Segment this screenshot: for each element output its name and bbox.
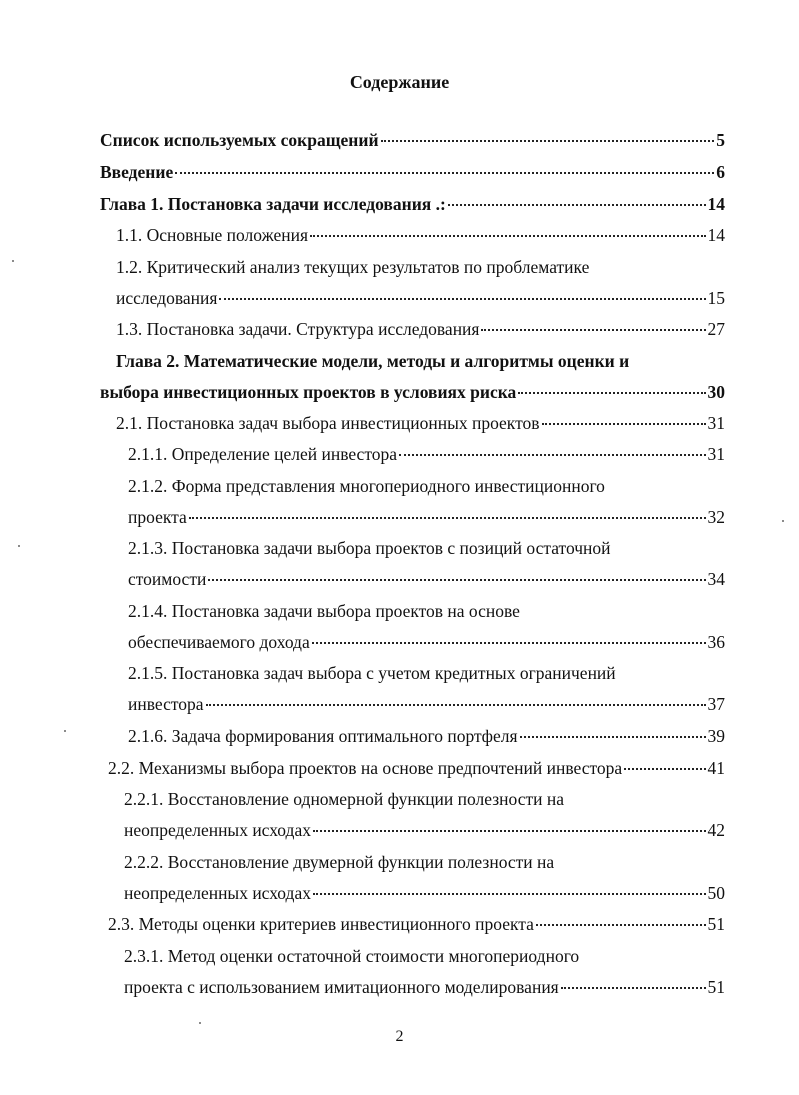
toc-entry-2-2-2-line1[interactable]: 2.2.2. Восстановление двумерной функции полезности на [124,852,555,872]
toc-entry-text: исследования [116,288,218,308]
toc-entry-text: 2.1. Постановка задач выбора инвестиционных проектов [116,413,540,433]
toc-entry-2-1-3-line1[interactable]: 2.1.3. Постановка задачи выбора проектов с позиций остаточной [128,538,611,558]
toc-entry-2-1-5[interactable] [128,693,725,715]
page-number: 2 [395,1028,404,1045]
dot-leader [520,736,706,738]
dot-leader [518,392,705,394]
toc-page-number: 51 [707,977,725,997]
toc-page-number: 31 [707,413,725,433]
scan-speck [64,730,66,732]
toc-entry-2-2[interactable] [108,757,725,779]
dot-leader [189,517,706,519]
dot-leader [208,579,705,581]
toc-entry-2-1-5-line1[interactable]: 2.1.5. Постановка задач выбора с учетом кредитных ограничений [128,663,616,683]
scan-speck [782,520,784,522]
toc-entry-text: 2.1.6. Задача формирования оптимального портфеля [128,726,518,746]
toc-entry-text: выбора инвестиционных проектов в условиях риска [100,382,517,402]
toc-entry-2-1-4-line1[interactable]: 2.1.4. Постановка задачи выбора проектов на основе [128,601,520,621]
scan-speck [12,260,14,262]
dot-leader [536,924,706,926]
toc-page-number: 27 [707,319,725,339]
toc-entry-text: проекта [128,507,187,527]
dot-leader [481,329,705,331]
toc-page-number: 51 [707,914,725,934]
toc-entry-2-1-4[interactable] [128,631,725,653]
toc-page-number: 36 [707,632,725,652]
toc-entry-text: 2.3. Методы оценки критериев инвестиционного проекта [108,914,534,934]
scan-speck [199,1022,201,1024]
toc-entry-2-3-1[interactable] [124,976,725,998]
toc-page-number: 14 [707,194,725,214]
toc-entry-2-3-1-line1[interactable]: 2.3.1. Метод оценки остаточной стоимости многопериодного [124,946,580,966]
page-title: Содержание [349,72,450,92]
toc-entry-text: 2.2. Механизмы выбора проектов на основе предпочтений инвестора [108,758,623,778]
toc-page-number: 50 [707,883,725,903]
toc-page-number: 37 [707,694,725,714]
toc-entry-2-1-2[interactable] [128,506,725,528]
toc-page-number: 5 [716,130,725,150]
toc-entry-text: инвестора [128,694,204,714]
toc-entry-text: проекта с использованием имитационного моделирования [124,977,559,997]
toc-entry-2-1-3[interactable] [128,568,725,590]
scan-speck [18,545,20,547]
toc-entry-chapter-2[interactable] [100,381,725,403]
toc-page-number: 34 [707,569,725,589]
toc-entry-2-2-2[interactable] [124,882,725,904]
dot-leader [561,987,706,989]
toc-entry-text: обеспечиваемого дохода [128,632,310,652]
dot-leader [448,204,706,206]
dot-leader [381,140,715,142]
toc-page-number: 41 [707,758,725,778]
dot-leader [313,830,706,832]
toc-page-number: 6 [716,162,725,182]
toc-page-number: 31 [707,444,725,464]
toc-entry-text: 2.1.1. Определение целей инвестора [128,444,398,464]
toc-entry-introduction[interactable] [100,161,725,183]
toc-entry-text: неопределенных исходах [124,820,311,840]
toc-entry-text: Список используемых сокращений [100,130,379,150]
toc-page-number: 14 [707,225,725,245]
dot-leader [399,454,705,456]
toc-entry-text: 1.1. Основные положения [116,225,309,245]
toc-entry-2-2-1-line1[interactable]: 2.2.1. Восстановление одномерной функции полезности на [124,789,565,809]
toc-entry-2-1[interactable] [116,412,725,434]
toc-entry-1-1[interactable] [116,224,725,246]
toc-entry-2-3[interactable] [108,913,725,935]
toc-entry-text: Введение [100,162,174,182]
toc-entry-2-1-2-line1[interactable]: 2.1.2. Форма представления многопериодного инвестиционного [128,476,605,496]
toc-entry-2-1-1[interactable] [128,443,725,465]
dot-leader [310,235,705,237]
toc-entry-text: неопределенных исходах [124,883,311,903]
toc-entry-2-1-6[interactable] [128,725,725,747]
dot-leader [219,298,705,300]
dot-leader [542,423,706,425]
toc-page-number: 15 [707,288,725,308]
dot-leader [624,768,705,770]
toc-entry-1-3[interactable] [116,318,725,340]
toc-page-number: 32 [707,507,725,527]
toc-entry-1-2-line1[interactable]: 1.2. Критический анализ текущих результатов по проблематике [116,257,590,277]
dot-leader [313,893,706,895]
toc-entry-text: Глава 1. Постановка задачи исследования .: [100,194,446,214]
dot-leader [206,704,706,706]
toc-entry-text: стоимости [128,569,207,589]
toc-entry-2-2-1[interactable] [124,819,725,841]
toc-entry-chapter-2-line1[interactable]: Глава 2. Математические модели, методы и алгоритмы оценки и [116,351,630,371]
toc-page-number: 30 [707,382,725,402]
toc-page-number: 42 [707,820,725,840]
dot-leader [175,172,714,174]
toc-entry-1-2[interactable] [116,287,725,309]
toc-entry-chapter-1[interactable] [100,193,725,215]
toc-entry-abbreviations[interactable] [100,129,725,151]
toc-page-number: 39 [707,726,725,746]
dot-leader [312,642,706,644]
toc-entry-text: 1.3. Постановка задачи. Структура исследования [116,319,480,339]
